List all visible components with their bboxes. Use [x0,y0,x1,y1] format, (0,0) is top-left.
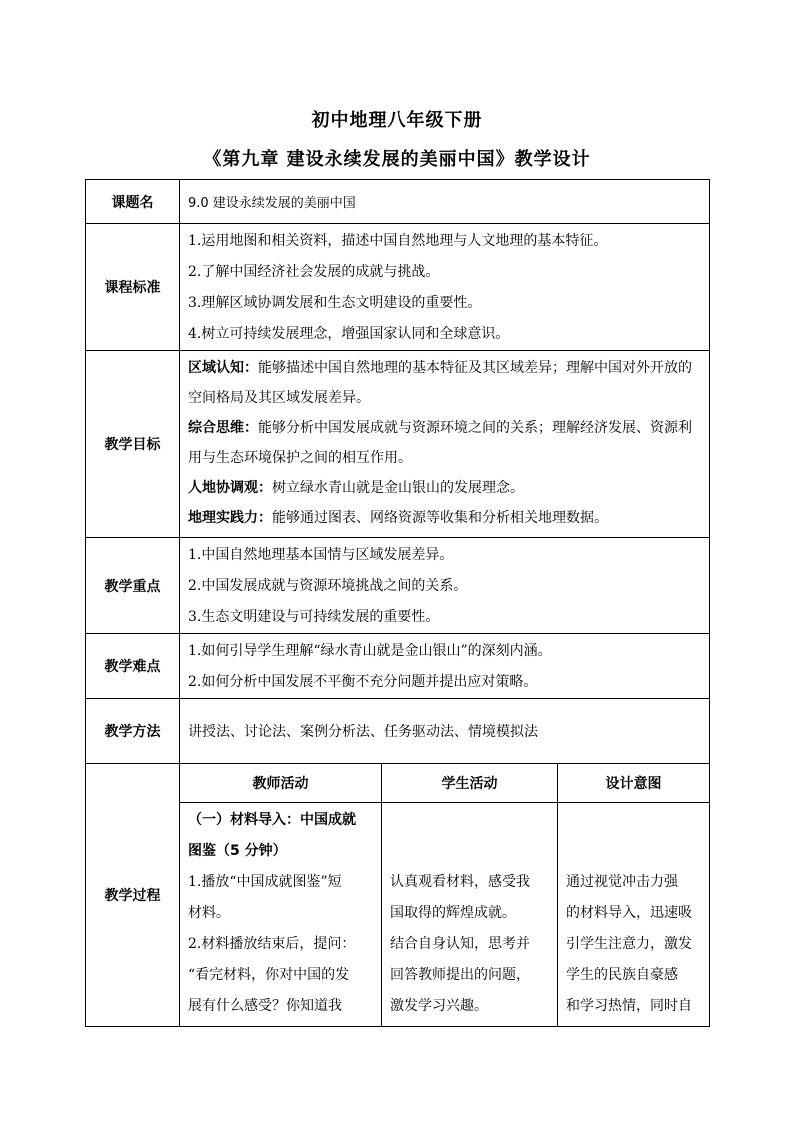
topic-row [86,180,710,224]
column-header-teacher: 教师活动 [180,764,382,803]
document-subtitle: 《第九章 建设永续发展的美丽中国》教学设计 [203,149,591,170]
goals-label: 教学目标 [86,351,180,538]
goals-row [86,351,710,538]
intent-line: 的材料导入，迅速吸 [566,905,692,921]
methods-label: 教学方法 [86,699,180,764]
teacher-activity [180,803,382,1027]
goal-text: 树立绿水青山就是金山银山的发展理念。 [272,480,524,496]
key-point-item: 1.中国自然地理基本国情与区域发展差异。 [188,547,454,563]
process-content-row [86,803,710,1027]
document-title: 初中地理八年级下册 [311,110,483,131]
standard-item: 4.树立可持续发展理念，增强国家认同和全球意识。 [188,326,510,342]
student-line: 回答教师提出的问题， [390,967,530,983]
difficulties-row [86,634,710,699]
standards-content [180,224,710,351]
lesson-plan-table [85,179,710,1027]
key-point-item: 3.生态文明建设与可持续发展的重要性。 [188,609,440,625]
intent-line: 引学生注意力，激发 [566,936,692,952]
goals-content [180,351,710,538]
goal-term: 区域认知： [188,360,258,376]
design-intent [558,803,710,1027]
goal-term: 人地协调观： [188,480,272,496]
process-header-row [86,764,710,803]
goal-text: 能够通过图表、网络资源等收集和分析相关地理数据。 [272,510,608,526]
key-points-label: 教学重点 [86,538,180,634]
goal-item [188,473,703,503]
key-points-content [180,538,710,634]
section-title: （一）材料导入：中国成就 [188,812,356,828]
topic-value: 9.0 建设永续发展的美丽中国 [180,180,710,224]
goal-term: 地理实践力： [188,510,272,526]
difficulties-label: 教学难点 [86,634,180,699]
process-label: 教学过程 [86,764,180,1027]
intent-line: 和学习热情，同时自 [566,998,692,1014]
teacher-line: 材料。 [188,905,230,921]
column-header-intent: 设计意图 [558,764,710,803]
teacher-line: 1.播放“中国成就图鉴”短 [188,874,342,890]
section-title: 图鉴（5 分钟） [188,843,287,859]
student-activity [382,803,558,1027]
teacher-line: 展有什么感受？你知道我 [188,998,342,1014]
goal-term: 综合思维： [188,420,258,436]
standard-item: 1.运用地图和相关资料，描述中国自然地理与人文地理的基本特征。 [188,233,608,249]
goal-item [188,503,703,533]
goal-item [188,353,703,413]
topic-label: 课题名 [86,180,180,224]
difficulties-content [180,634,710,699]
teacher-line: 2.材料播放结束后，提问： [188,936,356,952]
standards-label: 课程标准 [86,224,180,351]
goal-item [188,413,703,473]
key-point-item: 2.中国发展成就与资源环境挑战之间的关系。 [188,578,468,594]
difficulty-item: 1.如何引导学生理解“绿水青山就是金山银山”的深刻内涵。 [188,643,552,659]
difficulty-item: 2.如何分析中国发展不平衡不充分问题并提出应对策略。 [188,674,538,690]
methods-row [86,699,710,764]
column-header-student: 学生活动 [382,764,558,803]
student-line: 激发学习兴趣。 [390,998,488,1014]
standard-item: 3.理解区域协调发展和生态文明建设的重要性。 [188,295,482,311]
standard-item: 2.了解中国经济社会发展的成就与挑战。 [188,264,440,280]
goal-text: 能够分析中国发展成就与资源环境之间的关系；理解经济发展、资源利用与生态环境保护之间的相互作用。 [188,420,692,466]
standards-row [86,224,710,351]
goal-text: 能够描述中国自然地理的基本特征及其区域差异；理解中国对外开放的空间格局及其区域发展差异。 [188,360,692,406]
student-line: 结合自身认知，思考并 [390,936,530,952]
key-points-row [86,538,710,634]
student-line: 国取得的辉煌成就。 [390,905,516,921]
teacher-line: “看完材料，你对中国的发 [188,967,350,983]
intent-line: 通过视觉冲击力强 [566,874,678,890]
methods-value: 讲授法、讨论法、案例分析法、任务驱动法、情境模拟法 [180,699,710,764]
student-line: 认真观看材料，感受我 [390,874,530,890]
intent-line: 学生的民族自豪感 [566,967,678,983]
